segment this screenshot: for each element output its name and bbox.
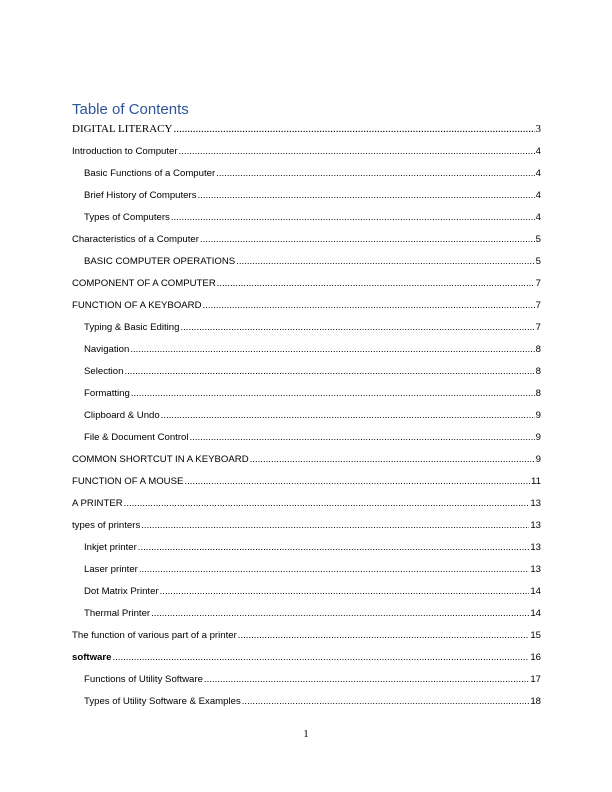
toc-entry-label: software	[72, 652, 112, 663]
toc-entry-label: COMPONENT OF A COMPUTER	[72, 278, 216, 289]
toc-leader-dots	[139, 563, 529, 577]
toc-entry-page: 3	[535, 123, 541, 135]
toc-entry[interactable]	[72, 145, 541, 159]
toc-entry[interactable]	[72, 233, 541, 247]
toc-leader-dots	[250, 453, 535, 467]
toc-leader-dots	[238, 629, 530, 643]
toc-entry-label: Functions of Utility Software	[84, 674, 203, 685]
toc-entry-label: Thermal Printer	[84, 608, 151, 619]
toc-entry-page: 16	[530, 652, 541, 663]
toc-entry-page: 17	[530, 674, 541, 685]
toc-entry-label: Navigation	[84, 344, 130, 355]
toc-entry-label: FUNCTION OF A MOUSE	[72, 476, 184, 487]
toc-entry-label: Basic Functions of a Computer	[84, 168, 216, 179]
toc-entry[interactable]	[84, 585, 541, 599]
toc-entry[interactable]	[84, 189, 541, 203]
toc-entry-label: Introduction to Computer	[72, 146, 178, 157]
toc-entry-label: Inkjet printer	[84, 542, 137, 553]
toc-leader-dots	[161, 409, 535, 423]
toc-leader-dots	[131, 387, 535, 401]
toc-leader-dots	[138, 541, 530, 555]
page-number: 1	[303, 728, 309, 740]
toc-leader-dots	[204, 673, 529, 687]
toc-entry[interactable]	[84, 321, 541, 335]
toc-entry[interactable]	[72, 519, 541, 533]
toc-entry-page: 4	[535, 146, 541, 157]
toc-leader-dots	[236, 255, 534, 269]
toc-entry-label: Laser printer	[84, 564, 138, 575]
toc-entry[interactable]	[84, 365, 541, 379]
toc-entry-page: 7	[535, 322, 541, 333]
toc-entry-page: 7	[535, 300, 541, 311]
toc-leader-dots	[184, 475, 530, 489]
toc-entry-page: 4	[535, 168, 541, 179]
toc-entry[interactable]	[84, 409, 541, 423]
toc-entry-page: 15	[530, 630, 541, 641]
toc-heading: Table of Contents	[72, 101, 189, 118]
toc-leader-dots	[180, 321, 534, 335]
toc-leader-dots	[179, 145, 535, 159]
toc-entry-label: Characteristics of a Computer	[72, 234, 199, 245]
toc-entry[interactable]	[72, 497, 541, 511]
toc-leader-dots	[203, 299, 535, 313]
toc-entry-label: A PRINTER	[72, 498, 123, 509]
toc-entry-page: 18	[530, 696, 541, 707]
toc-entry[interactable]	[84, 167, 541, 181]
toc-entry[interactable]	[72, 629, 541, 643]
toc-entry[interactable]	[84, 211, 541, 225]
toc-entry[interactable]	[72, 299, 541, 313]
toc-entry-page: 5	[535, 256, 541, 267]
toc-entry-label: Formatting	[84, 388, 130, 399]
toc-leader-dots	[124, 497, 530, 511]
toc-leader-dots	[151, 607, 529, 621]
toc-leader-dots	[216, 167, 534, 181]
toc-entry-page: 4	[535, 190, 541, 201]
toc-leader-dots	[141, 519, 529, 533]
toc-entry[interactable]	[72, 122, 541, 136]
toc-entry-page: 13	[530, 542, 541, 553]
toc-entry[interactable]	[72, 651, 541, 665]
toc-entry-label: Types of Computers	[84, 212, 170, 223]
toc-entry-page: 9	[535, 410, 541, 421]
toc-entry[interactable]	[84, 431, 541, 445]
toc-entry-label: Selection	[84, 366, 124, 377]
toc-entry-page: 13	[530, 498, 541, 509]
toc-entry-label: DIGITAL LITERACY	[72, 123, 173, 135]
toc-leader-dots	[190, 431, 535, 445]
toc-entry[interactable]	[84, 343, 541, 357]
toc-entry-page: 14	[530, 608, 541, 619]
toc-entry-page: 7	[535, 278, 541, 289]
toc-leader-dots	[242, 695, 530, 709]
toc-leader-dots	[173, 122, 534, 136]
toc-entry[interactable]	[72, 277, 541, 291]
toc-leader-dots	[198, 189, 535, 203]
toc-leader-dots	[124, 365, 534, 379]
toc-leader-dots	[217, 277, 535, 291]
toc-leader-dots	[112, 651, 529, 665]
toc-leader-dots	[130, 343, 534, 357]
toc-leader-dots	[200, 233, 535, 247]
toc-entry-page: 11	[531, 476, 541, 487]
toc-entry[interactable]	[84, 255, 541, 269]
toc-entry[interactable]	[84, 563, 541, 577]
toc-entry-label: Clipboard & Undo	[84, 410, 160, 421]
toc-entry-page: 4	[535, 212, 541, 223]
toc-entry-label: The function of various part of a printer	[72, 630, 237, 641]
toc-entry-label: FUNCTION OF A KEYBOARD	[72, 300, 202, 311]
toc-entry[interactable]	[84, 387, 541, 401]
toc-entry-page: 13	[530, 520, 541, 531]
toc-entry-page: 9	[535, 454, 541, 465]
toc-entry-page: 8	[535, 388, 541, 399]
toc-entry-label: File & Document Control	[84, 432, 189, 443]
toc-entry-label: Types of Utility Software & Examples	[84, 696, 241, 707]
toc-entry[interactable]	[72, 475, 541, 489]
toc-entry-label: COMMON SHORTCUT IN A KEYBOARD	[72, 454, 249, 465]
toc-entry[interactable]	[84, 607, 541, 621]
toc-entry-page: 14	[530, 586, 541, 597]
toc-entry[interactable]	[84, 673, 541, 687]
toc-entry-page: 8	[535, 366, 541, 377]
toc-entry-page: 8	[535, 344, 541, 355]
toc-entry-label: Dot Matrix Printer	[84, 586, 159, 597]
toc-entry-label: types of printers	[72, 520, 141, 531]
toc-entry-page: 9	[535, 432, 541, 443]
toc-leader-dots	[160, 585, 530, 599]
toc-entry-label: Brief History of Computers	[84, 190, 197, 201]
toc-entry[interactable]	[72, 453, 541, 467]
toc-entry-label: BASIC COMPUTER OPERATIONS	[84, 256, 236, 267]
toc-entry-page: 13	[530, 564, 541, 575]
toc-entry[interactable]	[84, 541, 541, 555]
toc-entry-label: Typing & Basic Editing	[84, 322, 180, 333]
toc-leader-dots	[171, 211, 535, 225]
toc-entry[interactable]	[84, 695, 541, 709]
toc-entry-page: 5	[535, 234, 541, 245]
